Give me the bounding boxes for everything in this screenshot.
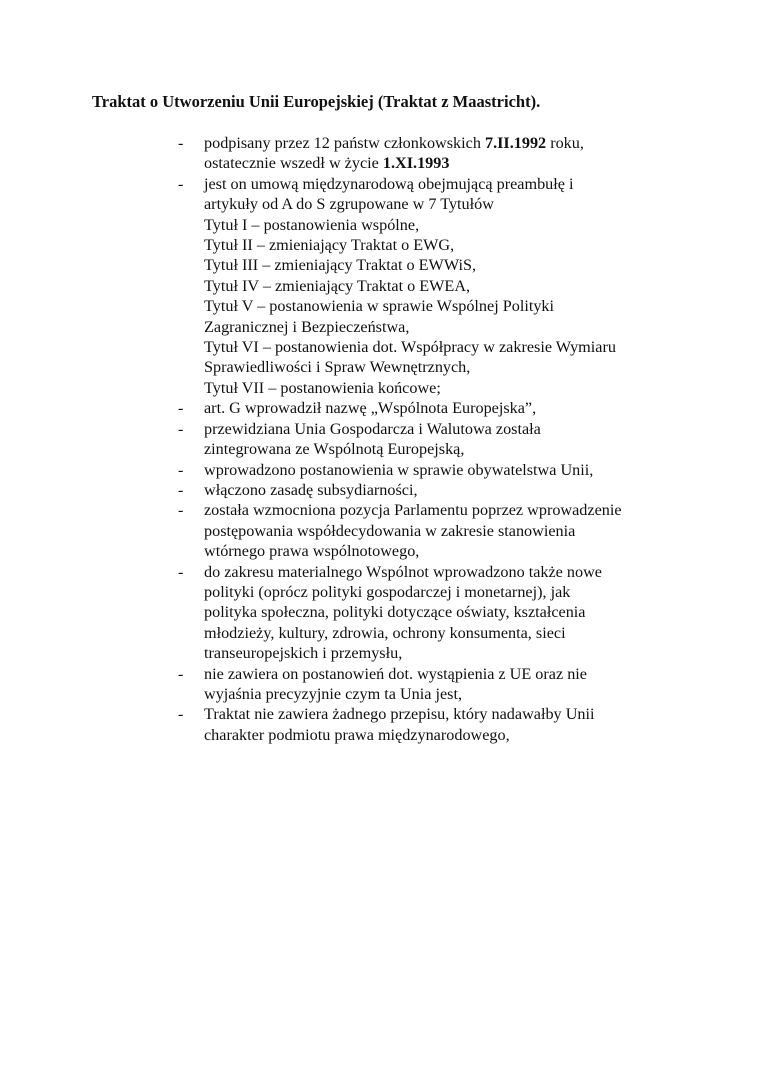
item-line: Tytuł IV – zmieniający Traktat o EWEA, bbox=[204, 276, 471, 295]
list-item bbox=[178, 562, 698, 664]
item-line: Sprawiedliwości i Spraw Wewnętrznych, bbox=[204, 358, 471, 377]
line-text: podpisany przez 12 państw członkowskich bbox=[204, 134, 485, 152]
list-item bbox=[178, 174, 698, 398]
item-line: Zagranicznej i Bezpieczeństwa, bbox=[204, 317, 410, 336]
item-line: art. G wprowadził nazwę „Wspólnota Europejska”, bbox=[204, 399, 537, 418]
item-line: zintegrowana ze Wspólnotą Europejską, bbox=[204, 440, 465, 459]
item-line: wyjaśnia precyzyjnie czym ta Unia jest, bbox=[204, 684, 463, 703]
bullet-dash: - bbox=[178, 705, 184, 724]
item-line: Traktat nie zawiera żadnego przepisu, który nadawałby Unii bbox=[204, 705, 595, 724]
bullet-dash: - bbox=[178, 419, 184, 438]
item-line bbox=[204, 153, 698, 173]
item-line: jest on umową międzynarodową obejmującą preambułę i bbox=[204, 174, 574, 193]
item-line: charakter podmiotu prawa międzynarodowego, bbox=[204, 725, 510, 744]
bullet-dash: - bbox=[178, 399, 184, 418]
list-item bbox=[178, 664, 698, 705]
item-line: transeuropejskich i przemysłu, bbox=[204, 644, 403, 663]
item-line: Tytuł III – zmieniający Traktat o EWWiS, bbox=[204, 256, 476, 275]
item-line bbox=[204, 133, 698, 153]
item-line: postępowania współdecydowania w zakresie stanowienia bbox=[204, 521, 576, 540]
document-title: Traktat o Utworzeniu Unii Europejskiej (Traktat z Maastricht). bbox=[92, 92, 541, 111]
list-item bbox=[178, 500, 698, 561]
line-text: ostatecznie wszedł w życie bbox=[204, 154, 383, 173]
item-line: Tytuł VII – postanowienia końcowe; bbox=[204, 378, 441, 397]
list-item bbox=[178, 419, 698, 460]
item-line: włączono zasadę subsydiarności, bbox=[204, 480, 418, 499]
item-line: Tytuł V – postanowienia w sprawie Wspólnej Polityki bbox=[204, 297, 555, 316]
item-line: przewidziana Unia Gospodarcza i Walutowa została bbox=[204, 419, 541, 438]
signing-date: 7.II.1992 bbox=[484, 134, 547, 152]
item-line: Tytuł I – postanowienia wspólne, bbox=[204, 215, 420, 234]
item-line: młodzieży, kultury, zdrowia, ochrony konsumenta, sieci bbox=[204, 623, 566, 642]
bullet-list bbox=[178, 133, 698, 745]
item-line: polityka społeczna, polityki dotyczące oświaty, kształcenia bbox=[204, 603, 586, 622]
item-line: do zakresu materialnego Wspólnot wprowadzono także nowe bbox=[204, 562, 602, 581]
item-line: artykuły od A do S zgrupowane w 7 Tytułów bbox=[204, 195, 494, 214]
bullet-dash: - bbox=[178, 501, 184, 520]
item-line: nie zawiera on postanowień dot. wystąpienia z UE oraz nie bbox=[204, 664, 587, 683]
list-item bbox=[178, 704, 698, 745]
line-text: roku, bbox=[546, 134, 584, 152]
list-item bbox=[178, 480, 698, 500]
bullet-dash: - bbox=[178, 664, 184, 683]
item-line: Tytuł VI – postanowienia dot. Współpracy w zakresie Wymiaru bbox=[204, 338, 616, 357]
bullet-dash: - bbox=[178, 480, 184, 499]
bullet-dash: - bbox=[178, 134, 184, 152]
item-line: polityki (oprócz polityki gospodarczej i monetarnej), jak bbox=[204, 582, 571, 601]
item-line: wprowadzono postanowienia w sprawie obywatelstwa Unii, bbox=[204, 460, 594, 479]
list-item bbox=[178, 398, 698, 418]
bullet-dash: - bbox=[178, 562, 184, 581]
item-line: wtórnego prawa wspólnotowego, bbox=[204, 542, 420, 561]
list-item bbox=[178, 133, 698, 174]
list-item bbox=[178, 460, 698, 480]
item-line: została wzmocniona pozycja Parlamentu poprzez wprowadzenie bbox=[204, 501, 622, 520]
item-line: Tytuł II – zmieniający Traktat o EWG, bbox=[204, 236, 455, 255]
bullet-dash: - bbox=[178, 460, 184, 479]
bullet-dash: - bbox=[178, 174, 184, 193]
entry-into-force-date: 1.XI.1993 bbox=[382, 154, 450, 173]
